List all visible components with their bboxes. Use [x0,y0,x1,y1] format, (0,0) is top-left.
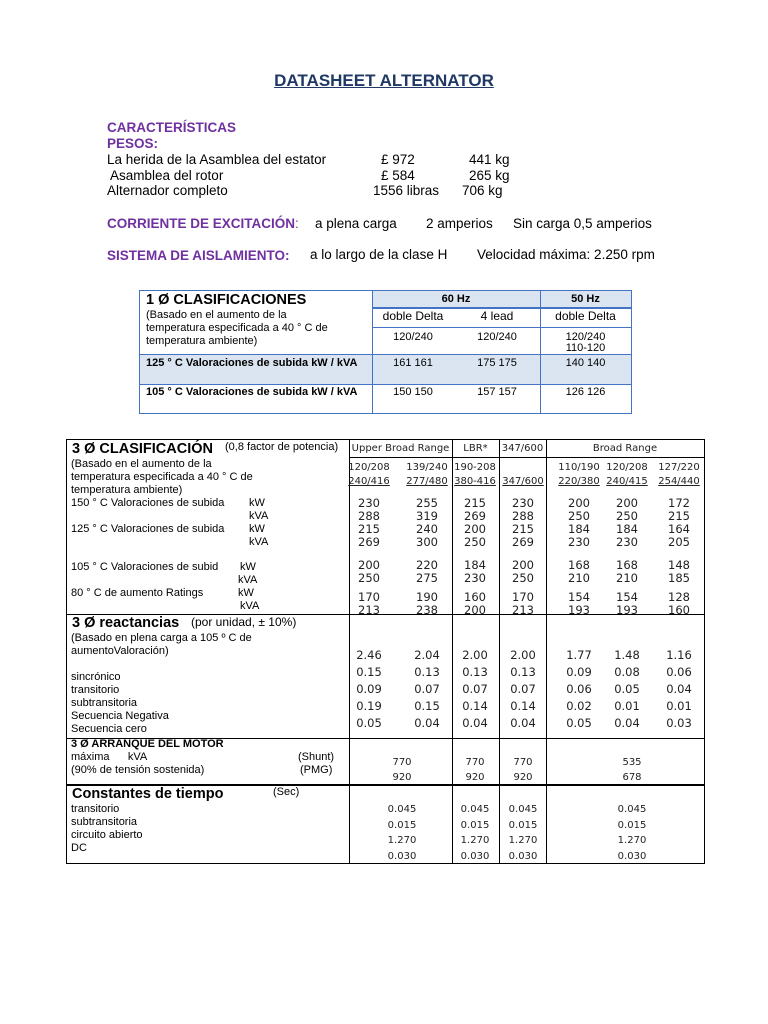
time-label-dc: DC [71,842,87,854]
time-const-2-3: 0.030 [508,851,538,862]
motor-start-shunt-3: 535 [622,757,642,768]
voltage-bottom-4: 220/380 [558,476,600,487]
table1-col-double-delta-60: doble Delta [382,309,444,323]
rating105-kw: kW [240,561,256,573]
voltage-top-6: 127/220 [658,462,700,473]
rating-0-kw-3: 230 [512,496,534,510]
rating125-kva: kVA [249,536,269,548]
voltage-top-5: 120/208 [606,462,648,473]
table1-voltage-3: 120/240 [565,331,606,343]
rating-3-kva-5: 193 [616,603,638,617]
time-const-3-1: 0.015 [617,820,647,831]
time-label-subtransient: subtransitoria [71,816,138,828]
reactance-4-4: 0.05 [566,716,592,730]
rating-1-kva-3: 269 [512,535,534,549]
reactance-3-1: 0.15 [414,699,440,713]
time-title: Constantes de tiempo [72,786,224,802]
reactance-2-3: 0.07 [510,682,536,696]
react-label-subtransient: subtransitoria [71,697,138,709]
rating-1-kva-5: 230 [616,535,638,549]
reactance-1-4: 0.09 [566,665,592,679]
rating150-kva: kVA [249,510,269,522]
rating-1-kva-1: 300 [416,535,438,549]
reactance-2-2: 0.07 [462,682,488,696]
reactance-4-3: 0.04 [510,716,536,730]
rating-0-kva-6: 215 [668,509,690,523]
table1-voltage-2: 120/240 [477,331,517,343]
rating80-kva: kVA [240,600,260,612]
reactance-1-5: 0.08 [614,665,640,679]
time-const-0-1: 0.015 [387,820,417,831]
excitation-noload: Sin carga 0,5 amperios [513,216,652,231]
header-lbr: LBR* [463,443,488,454]
time-unit: (Sec) [273,786,300,798]
rating105-kva: kVA [238,574,258,586]
rating125-kw: kW [249,523,265,535]
features-heading: CARACTERÍSTICAS [107,120,237,135]
rating-0-kva-4: 250 [568,509,590,523]
table1-subtitle: (Basado en el aumento de la temperatura especificada a 40 ° C de temperatura ambiente) [146,309,328,347]
time-const-1-2: 1.270 [460,835,490,846]
table1-row125-val-1: 161 161 [393,357,433,369]
rating-2-kva-6: 185 [668,571,690,585]
three-phase-table [66,439,705,864]
weight-label-stator: La herida de la Asamblea del estator [107,152,327,167]
rating-0-kw-2: 215 [464,496,486,510]
rating-0-kva-2: 269 [464,509,486,523]
reactance-3-2: 0.14 [462,699,488,713]
rating-2-kw-1: 220 [416,558,438,572]
table1-col-4lead: 4 lead [480,309,514,323]
rating-0-kw-4: 200 [568,496,590,510]
rating-2-kw-3: 200 [512,558,534,572]
rating-1-kva-6: 205 [668,535,690,549]
motor-label-max: máxima kVA [71,751,148,763]
excitation-label: CORRIENTE DE EXCITACIÓN: [107,216,299,231]
rating-3-kw-4: 154 [568,590,590,604]
time-const-2-1: 0.015 [508,820,538,831]
rating150-label: 150 ° C Valoraciones de subida [71,497,225,509]
time-const-3-3: 0.030 [617,851,647,862]
rating-2-kva-0: 250 [358,571,380,585]
insulation-value: a lo largo de la clase H [310,247,448,262]
rating-3-kw-3: 170 [512,590,534,604]
reactance-2-5: 0.05 [614,682,640,696]
rating-0-kw-1: 255 [416,496,438,510]
weight-kg-complete: 706 kg [462,183,503,198]
rating-1-kw-6: 164 [668,522,690,536]
motor-pmg: (PMG) [300,764,333,776]
rating-3-kva-2: 200 [464,603,486,617]
rating-2-kw-6: 148 [668,558,690,572]
reactance-0-4: 1.77 [566,648,592,662]
time-const-2-0: 0.045 [508,804,538,815]
max-speed: Velocidad máxima: 2.250 rpm [477,247,655,262]
rating-3-kva-3: 213 [512,603,534,617]
table1-row125-val-3: 140 140 [565,357,606,369]
table1-col-double-delta-50: doble Delta [555,309,616,323]
rating-3-kva-1: 238 [416,603,438,617]
reactance-1-3: 0.13 [510,665,536,679]
table2-pf: (0,8 factor de potencia) [225,441,339,453]
reactance-3-5: 0.01 [614,699,640,713]
weight-lb-rotor: £ 584 [381,168,415,183]
rating-2-kva-5: 210 [616,571,638,585]
reactance-1-2: 0.13 [462,665,488,679]
insulation-label: SISTEMA DE AISLAMIENTO: [107,248,290,263]
table1-60hz: 60 Hz [441,293,471,305]
header-upper-broad-range: Upper Broad Range [351,443,450,454]
table1-row105-val-2: 157 157 [477,386,517,398]
voltage-bottom-3: 347/600 [502,476,544,487]
reactance-1-1: 0.13 [414,665,440,679]
rating-2-kva-4: 210 [568,571,590,585]
rating150-kw: kW [249,497,265,509]
time-const-1-0: 0.045 [460,804,490,815]
reactance-0-3: 2.00 [510,648,536,662]
table1-row125-val-2: 175 175 [477,357,517,369]
rating-1-kw-5: 184 [616,522,638,536]
table1-row105-val-1: 150 150 [393,386,433,398]
header-347-600: 347/600 [501,443,544,454]
reactance-0-1: 2.04 [414,648,440,662]
reactance-4-6: 0.03 [666,716,692,730]
voltage-bottom-0: 240/416 [348,476,390,487]
reactance-3-6: 0.01 [666,699,692,713]
weights-heading: PESOS: [107,136,159,151]
weight-lb-complete: 1556 libras [373,183,440,198]
voltage-bottom-2: 380-416 [454,476,496,487]
rating-3-kw-0: 170 [358,590,380,604]
react-label-transient: transitorio [71,684,120,696]
table1-voltage-3b: 110-120 [565,342,606,354]
table1-row125-label: 125 ° C Valoraciones de subida kW / kVA [146,357,358,369]
rating-3-kw-2: 160 [464,590,486,604]
voltage-top-2: 190-208 [454,462,496,473]
rating-2-kva-2: 230 [464,571,486,585]
voltage-bottom-6: 254/440 [658,476,700,487]
rating-3-kw-5: 154 [616,590,638,604]
voltage-top-4: 110/190 [558,462,600,473]
reactance-0-6: 1.16 [666,648,692,662]
excitation-full: a plena carga [315,216,397,231]
motor-title: 3 Ø ARRANQUE DEL MOTOR [71,738,224,750]
table2-title: 3 Ø CLASIFICACIÓN [72,441,213,457]
voltage-bottom-1: 277/480 [406,476,448,487]
rating-2-kw-5: 168 [616,558,638,572]
rating-0-kw-0: 230 [358,496,380,510]
weight-kg-stator: 441 kg [469,152,510,167]
reactance-2-1: 0.07 [414,682,440,696]
reactance-4-1: 0.04 [414,716,440,730]
reactance-4-0: 0.05 [356,716,382,730]
reactance-3-4: 0.02 [566,699,592,713]
rating80-label: 80 ° C de aumento Ratings [71,587,204,599]
time-const-0-0: 0.045 [387,804,417,815]
motor-start-shunt-1: 770 [465,757,485,768]
react-label-zero: Secuencia cero [71,723,147,735]
rating-1-kva-2: 250 [464,535,486,549]
reactance-0-2: 2.00 [462,648,488,662]
rating-1-kw-0: 215 [358,522,380,536]
reactance-4-5: 0.04 [614,716,640,730]
rating-1-kw-4: 184 [568,522,590,536]
reactance-2-6: 0.04 [666,682,692,696]
reactance-4-2: 0.04 [462,716,488,730]
react-label-negative: Secuencia Negativa [71,710,169,722]
rating-0-kva-1: 319 [416,509,438,523]
rating-3-kw-1: 190 [416,590,438,604]
rating-0-kva-3: 288 [512,509,534,523]
time-const-0-2: 1.270 [387,835,417,846]
weight-label-complete: Alternador completo [107,183,228,198]
rating80-kw: kW [238,587,254,599]
rating125-label: 125 ° C Valoraciones de subida [71,523,225,535]
table1-50hz: 50 Hz [571,293,600,305]
reactance-1-6: 0.06 [666,665,692,679]
rating-3-kva-4: 193 [568,603,590,617]
time-const-3-0: 0.045 [617,804,647,815]
react-note: (por unidad, ± 10%) [191,615,297,629]
motor-start-shunt-2: 770 [513,757,533,768]
table1-voltage-1: 120/240 [393,331,433,343]
rating-2-kw-0: 200 [358,558,380,572]
time-const-3-2: 1.270 [617,835,647,846]
weight-kg-rotor: 265 kg [469,168,510,183]
reactance-0-5: 1.48 [614,648,640,662]
reactance-2-0: 0.09 [356,682,382,696]
reactance-2-4: 0.06 [566,682,592,696]
time-label-open-circuit: circuito abierto [71,829,143,841]
rating-3-kva-0: 213 [358,603,380,617]
rating105-label: 105 ° C Valoraciones de subid [71,561,219,573]
rating-0-kw-6: 172 [668,496,690,510]
rating-0-kva-0: 288 [358,509,380,523]
reactance-0-0: 2.46 [356,648,382,662]
single-phase-table [139,290,632,414]
time-const-0-3: 0.030 [387,851,417,862]
time-const-1-3: 0.030 [460,851,490,862]
page-title: DATASHEET ALTERNATOR [274,71,494,90]
table1-title: 1 Ø CLASIFICACIONES [146,292,307,308]
rating-2-kva-3: 250 [512,571,534,585]
voltage-bottom-5: 240/415 [606,476,648,487]
motor-start-pmg-0: 920 [392,772,412,783]
motor-shunt: (Shunt) [298,751,335,763]
reactance-3-3: 0.14 [510,699,536,713]
reactance-1-0: 0.15 [356,665,382,679]
rating-1-kw-3: 215 [512,522,534,536]
rating-2-kw-2: 184 [464,558,486,572]
voltage-top-1: 139/240 [406,462,448,473]
motor-label-sustained: (90% de tensión sostenida) [71,764,205,776]
rating-0-kva-5: 250 [616,509,638,523]
react-title: 3 Ø reactancias [72,615,180,631]
time-const-2-2: 1.270 [508,835,538,846]
table1-row105-label: 105 ° C Valoraciones de subida kW / kVA [146,386,358,398]
header-broad-range: Broad Range [592,443,658,454]
weight-lb-stator: £ 972 [381,152,415,167]
motor-start-pmg-2: 920 [513,772,533,783]
reactance-3-0: 0.19 [356,699,382,713]
table1-row105-val-3: 126 126 [565,386,606,398]
rating-0-kw-5: 200 [616,496,638,510]
motor-start-pmg-1: 920 [465,772,485,783]
rating-3-kw-6: 128 [668,590,690,604]
time-label-transient: transitorio [71,803,120,815]
excitation-full-value: 2 amperios [426,216,493,231]
motor-start-shunt-0: 770 [392,757,412,768]
rating-1-kw-2: 200 [464,522,486,536]
voltage-top-0: 120/208 [348,462,390,473]
rating-1-kva-4: 230 [568,535,590,549]
rating-3-kva-6: 160 [668,603,690,617]
motor-start-pmg-3: 678 [622,772,642,783]
react-label-sync: sincrónico [71,671,121,683]
table2-subtitle: (Basado en el aumento de la temperatura especificada a 40 ° C de temperatura ambiente) [71,458,253,496]
rating-2-kw-4: 168 [568,558,590,572]
weight-label-rotor: Asamblea del rotor [107,168,224,183]
rating-2-kva-1: 275 [416,571,438,585]
time-const-1-1: 0.015 [460,820,490,831]
rating-1-kva-0: 269 [358,535,380,549]
rating-1-kw-1: 240 [416,522,438,536]
react-subtitle: (Basado en plena carga a 105 º C de aumentoValoración) [71,632,252,657]
